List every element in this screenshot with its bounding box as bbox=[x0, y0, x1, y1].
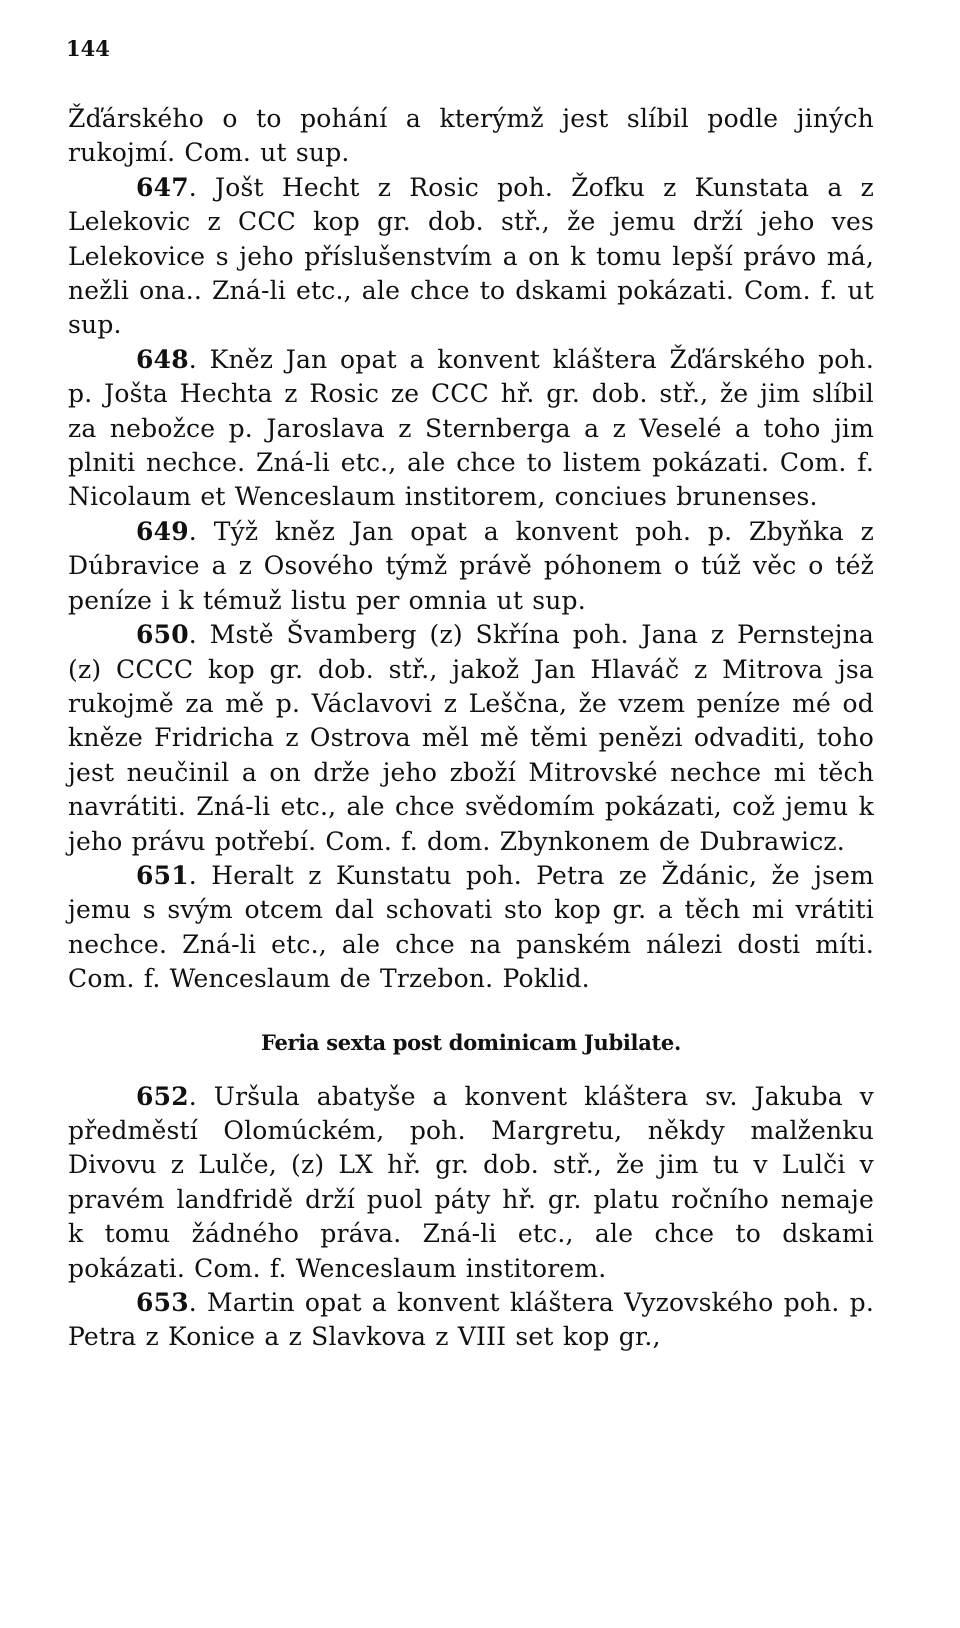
entry-text: . Kněz Jan opat a konvent kláštera Žďárského poh. p. Jošta Hechta z Rosic ze CCC hř. gr. dob. stř., že jim slíbil za nebožce p. Jaroslava z Sternberga a z Veselé a toho jim plniti nechce. Zná-li etc., ale chce to listem pokázati. Com. f. Nicolaum et Wenceslaum institorem, conciues brunenses. bbox=[68, 344, 874, 512]
entry-number: 653 bbox=[136, 1288, 189, 1317]
entry-text: . Uršula abatyše a konvent kláštera sv. Jakuba v předměstí Olomúckém, poh. Margretu, někdy malženku Divovu z Lulče, (z) LX hř. gr. dob. stř., že jim tu v Lulči v pravém landfridě drží puol páty hř. gr. platu ročního nemaje k tomu žádného práva. Zná-li etc., ale chce to dskami pokázati. Com. f. Wenceslaum institorem. bbox=[68, 1081, 874, 1283]
entry-651 bbox=[68, 859, 874, 997]
section-heading: Feria sexta post dominicam Jubilate. bbox=[260, 1029, 681, 1055]
entry-text: . Jošt Hecht z Rosic poh. Žofku z Kunstata a z Lelekovic z CCC kop gr. dob. stř., že jemu drží jeho ves Lelekovice s jeho příslušenstvím a on k tomu lepší právo má, nežli ona.. Zná-li etc., ale chce to dskami pokázati. Com. f. ut sup. bbox=[68, 172, 874, 340]
entry-648 bbox=[68, 343, 874, 515]
book-page bbox=[68, 34, 874, 1355]
entry-number: 648 bbox=[136, 344, 189, 374]
entry-number: 650 bbox=[136, 620, 189, 650]
entry-number: 652 bbox=[136, 1081, 189, 1111]
entry-text: . Heralt z Kunstatu poh. Petra ze Ždánic, že jsem jemu s svým otcem dal schovati sto kop gr. a těch mi vrátiti nechce. Zná-li etc., ale chce na panském nálezi dosti míti. Com. f. Wenceslaum de Trzebon. Poklid. bbox=[68, 860, 874, 994]
entry-647 bbox=[68, 171, 874, 343]
entry-653 bbox=[68, 1286, 874, 1355]
page-number: 144 bbox=[66, 36, 110, 61]
entry-text: . Mstě Švamberg (z) Skřína poh. Jana z Pernstejna (z) CCCC kop gr. dob. stř., jakož Jan Hlaváč z Mitrova jsa rukojmě za mě p. Václavovi z Leščna, že vzem peníze mé od kněze Fridricha z Ostrova měl mě těmi penězi odvaditi, toho jest neučinil a on drže jeho zboží Mitrovské nechce mi těch navrátiti. Zná-li etc., ale chce svědomím pokázati, což jemu k jeho právu potřebí. Com. f. dom. Zbynkonem de Dubrawicz. bbox=[68, 620, 874, 856]
entry-649 bbox=[68, 515, 874, 618]
entry-number: 647 bbox=[136, 172, 189, 202]
entry-text: . Týž kněz Jan opat a konvent poh. p. Zbyňka z Dúbravice a z Osového týmž právě póhonem o túž věc o též peníze i k témuž listu per omnia ut sup. bbox=[68, 516, 874, 615]
entry-652 bbox=[68, 1080, 874, 1286]
entry-number: 649 bbox=[136, 516, 189, 546]
paragraph-text: Žďárského o to pohání a kterýmž jest slíbil podle jiných rukojmí. Com. ut sup. bbox=[68, 104, 874, 168]
entry-650 bbox=[68, 618, 874, 859]
text-paragraph-continuation bbox=[68, 102, 874, 171]
entry-number: 651 bbox=[136, 860, 189, 890]
entry-text: . Martin opat a konvent kláštera Vyzovského poh. p. Petra z Konice a z Slavkova z VIII set kop gr., bbox=[68, 1288, 874, 1352]
